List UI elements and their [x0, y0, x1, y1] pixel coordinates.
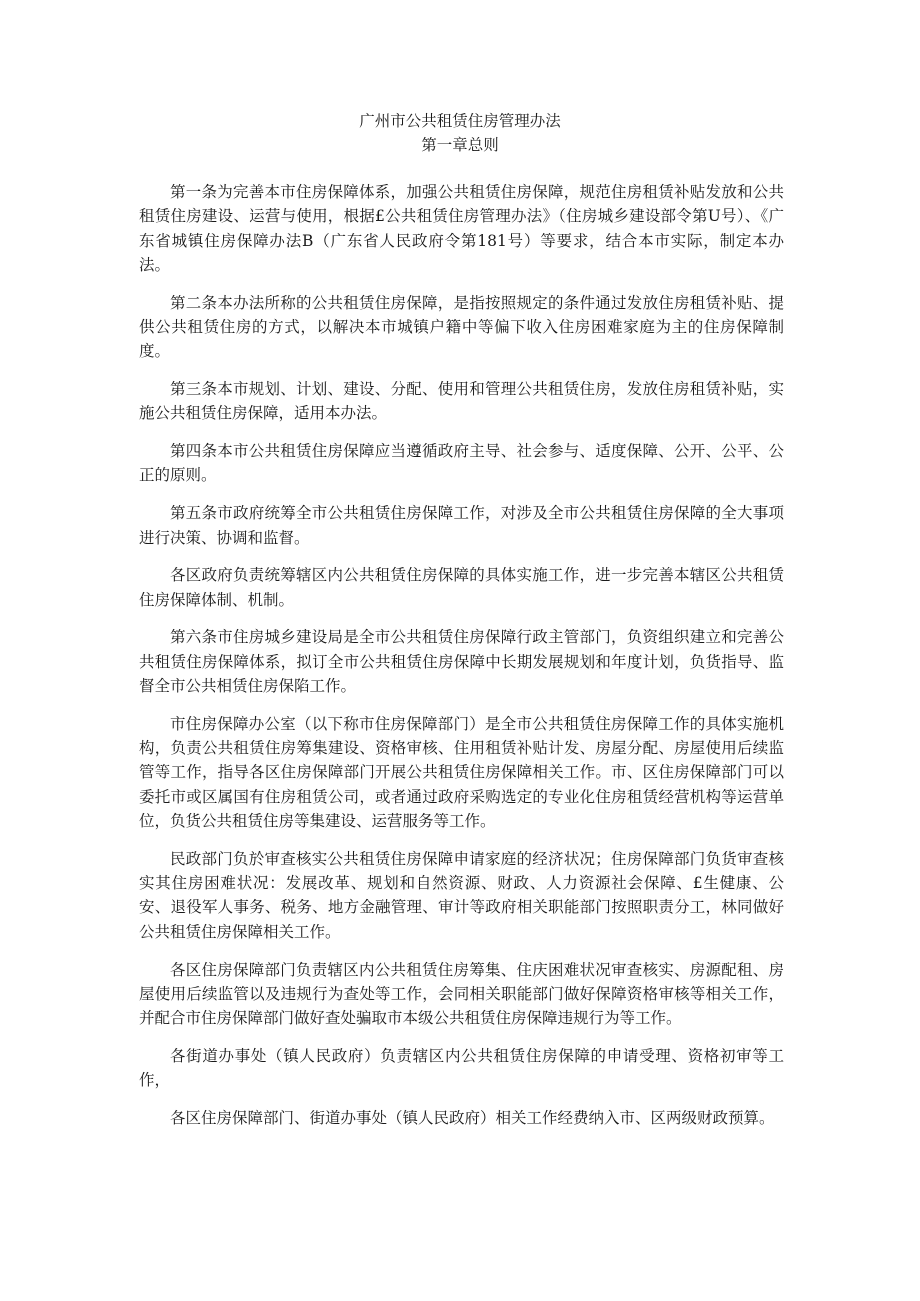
document-body	[139, 180, 784, 1144]
chapter-heading: 第一章总则	[421, 136, 499, 154]
title-block	[0, 109, 920, 157]
paragraph: 各区政府负责统筹辖区内公共租赁住房保障的具体实施工作，进一步完善本辖区公共租赁住房保障体制、机制。	[139, 566, 784, 609]
paragraph: 第二条本办法所称的公共租赁住房保障，是指按照规定的条件通过发放住房租赁补贴、提供公共租赁住房的方式，以解决本市城镇户籍中等偏下收入住房困难家庭为主的住房保障制度。	[139, 293, 784, 361]
paragraph: 各区住房保障部门负责辖区内公共租赁住房筹集、住庆困难状况审查核实、房源配租、房屋使用后续监管以及违规行为查处等工作，会同相关职能部门做好保障资格审核等相关工作，并配合市住房保障部门做好查处骗取市本级公共租赁住房保障违规行为等工作。	[139, 960, 784, 1028]
paragraph: 市住房保障办公室（以下称市住房保障部门）是全市公共租赁住房保障工作的具体实施机构，负责公共租赁住房筹集建设、资格审核、住用租赁补贴计发、房屋分配、房屋使用后续监管等工作，指导各区住房保障部门开展公共租赁住房保障相关工作。市、区住房保障部门可以委托市或区属国有住房租赁公司，或者通过政府采购选定的专业化住房租赁经营机构等运营单位，负货公共租赁住房等集建设、运营服务等工作。	[139, 714, 784, 831]
paragraph: 第五条市政府统筹全市公共租赁住房保障工作，对涉及全市公共租赁住房保障的全大事项进行决策、协调和监督。	[139, 504, 784, 547]
paragraph: 各区住房保障部门、街道办事处（镇人民政府）相关工作经费纳入市、区两级财政预算。	[170, 1109, 775, 1127]
paragraph: 第六条市住房城乡建设局是全市公共租赁住房保障行政主管部门，负资组织建立和完善公共租赁住房保障体系，拟订全市公共租赁住房保障中长期发展规划和年度计划，负货指导、监督全市公共相赁住房保陷工作。	[139, 628, 784, 696]
paragraph: 第一条为完善本市住房保障体系，加强公共租赁住房保障，规范住房租赁补贴发放和公共租赁住房建设、运营与使用，根据£公共租赁住房管理办法》（住房城乡建设部令第U号）、《广东省城镇住房保障办法B（广东省人民政府令第181号）等要求，结合本市实际，制定本办法。	[139, 183, 784, 274]
document-title: 广州市公共租赁住房管理办法	[359, 112, 561, 130]
paragraph: 民政部门负於审查核实公共租赁住房保障申请家庭的经济状况；住房保障部门负货审查核实其住房困难状况：发展改革、规划和自然资源、财政、人力资源社会保障、£生健康、公安、退役军人事务、税务、地方金融管理、审计等政府相关职能部门按照职责分工，林同做好公共租赁住房保障相关工作。	[139, 849, 784, 941]
paragraph: 第四条本市公共租赁住房保障应当遵循政府主导、社会参与、适度保障、公开、公平、公正的原则。	[139, 442, 784, 485]
paragraph: 第三条本市规划、计划、建设、分配、使用和管理公共租赁住房，发放住房租赁补贴，实施公共租赁住房保障，适用本办法。	[139, 380, 784, 423]
paragraph: 各街道办事处（镇人民政府）负责辖区内公共租赁住房保障的申请受理、资格初审等工作，	[139, 1046, 784, 1090]
